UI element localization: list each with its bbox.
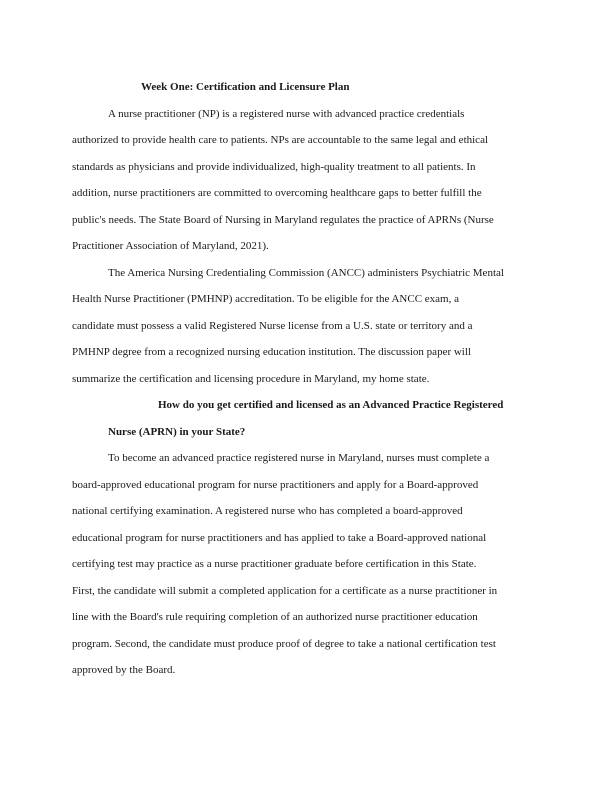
text-line: summarize the certification and licensing procedure in Maryland, my home state. — [72, 372, 430, 385]
text-line: A nurse practitioner (NP) is a registered nurse with advanced practice credentials — [108, 107, 465, 120]
text-line: program. Second, the candidate must produce proof of degree to take a national certification test — [72, 637, 496, 650]
text-line: board-approved educational program for nurse practitioners and apply for a Board-approved — [72, 478, 479, 491]
text-line: certifying test may practice as a nurse practitioner graduate before certification in this State. — [72, 558, 477, 570]
text-line: To become an advanced practice registered nurse in Maryland, nurses must complete a — [108, 452, 490, 464]
text-line: The America Nursing Credentialing Commission (ANCC) administers Psychiatric Mental — [108, 266, 504, 279]
section-heading-line: How do you get certified and licensed as an Advanced Practice Registered — [158, 399, 504, 411]
document-body — [72, 80, 532, 690]
text-line: national certifying examination. A registered nurse who has completed a board-approved — [72, 505, 463, 517]
paragraph-ancc — [72, 266, 532, 399]
text-line: PMHNP degree from a recognized nursing education institution. The discussion paper will — [72, 346, 471, 358]
text-line: First, the candidate will submit a completed application for a certificate as a nurse practitioner in — [72, 584, 498, 597]
paragraph-maryland — [72, 451, 532, 690]
text-line: Practitioner Association of Maryland, 2021). — [72, 240, 269, 252]
text-line: educational program for nurse practitioners and has applied to take a Board-approved national — [72, 531, 487, 544]
text-line: addition, nurse practitioners are committed to overcoming healthcare gaps to better fulfill the — [72, 187, 482, 199]
text-line: public's needs. The State Board of Nursing in Maryland regulates the practice of APRNs (Nurse — [72, 213, 494, 226]
section-heading-line: Nurse (APRN) in your State? — [108, 425, 246, 438]
text-line: approved by the Board. — [72, 664, 176, 676]
text-line: authorized to provide health care to patients. NPs are accountable to the same legal and ethical — [72, 134, 489, 146]
text-line: standards as physicians and provide individualized, high-quality treatment to all patients. In — [72, 160, 476, 173]
text-line: Health Nurse Practitioner (PMHNP) accreditation. To be eligible for the ANCC exam, a — [72, 293, 459, 305]
paragraph-intro — [72, 107, 532, 266]
section-heading — [72, 398, 532, 451]
text-line: candidate must possess a valid Registered Nurse license from a U.S. state or territory and a — [72, 319, 473, 332]
document-title: Week One: Certification and Licensure Plan — [141, 81, 350, 93]
text-line: line with the Board's rule requiring completion of an authorized nurse practitioner education — [72, 611, 478, 623]
